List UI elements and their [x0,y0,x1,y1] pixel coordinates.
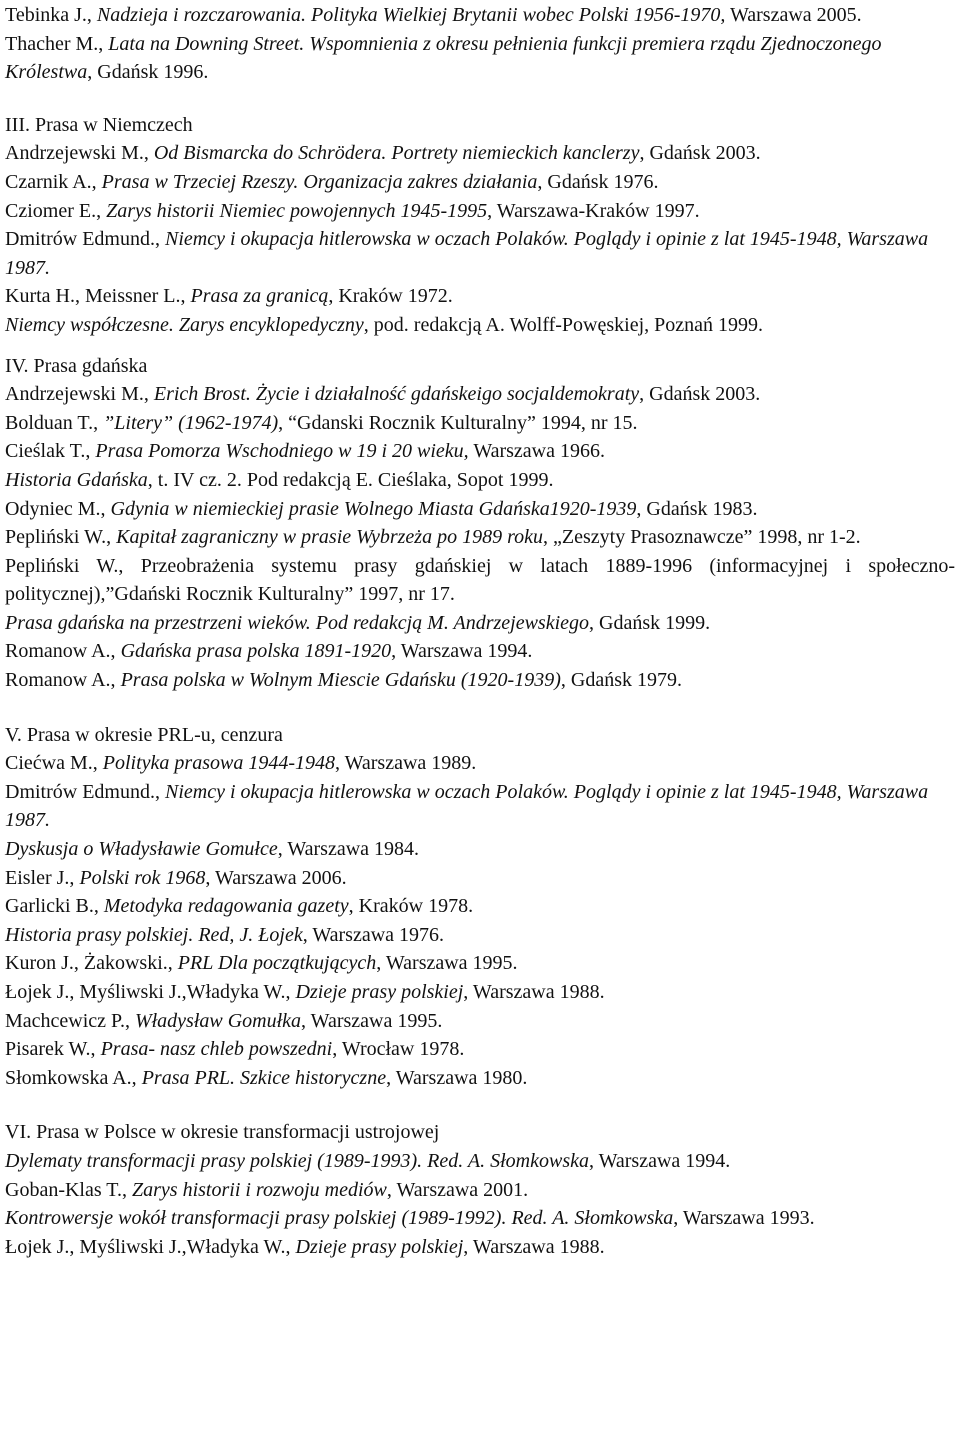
entry-text: , Warszawa 2001. [386,1178,529,1201]
entry-text: Warszawa 1966. [468,440,605,463]
entry-text: Pepliński W., Przeobrażenia systemu prasy gdańskiej w latach 1889-1996 (informacyjnej i społeczno-politycznej),”Gdański Rocznik Kulturalny” 1997, nr 17. [5,554,955,606]
bibliography-page [5,1,955,1261]
entry-text: , pod. redakcją A. Wolff-Powęskiej, Poznań 1999. [363,313,764,336]
bibliography-entry [5,552,955,609]
entry-text: Machcewicz P., [5,1009,135,1032]
bibliography-entry [5,1007,955,1036]
entry-text: , Gdańsk 2003. [639,142,761,165]
entry-text: Ciećwa M., [5,752,103,775]
entry-text: Pepliński W., [5,526,117,549]
bibliography-entry [5,609,955,638]
entry-title-text: Polityka prasowa 1944-1948 [102,752,335,775]
entry-title-text: Polski rok 1968 [79,866,206,889]
entry-text: , Warszawa 1976. [302,923,445,946]
entry-text: Odyniec M., [5,497,111,520]
entry-text: , Gdańsk 1983. [636,497,758,520]
bibliography-entry [5,1035,955,1064]
entry-text: , „Zeszyty Prasoznawcze” 1998, nr 1-2. [543,526,861,549]
entry-text: Kuron J., Żakowski., [5,952,178,975]
entry-text: Andrzejewski M., [5,383,154,406]
entry-text: , Warszawa 1984. [277,838,420,861]
entry-text: , Warszawa-Kraków 1997. [487,199,700,222]
entry-title-text: Kontrowersje wokół transformacji prasy polskiej (1989-1992). Red. A. Słomkowska [5,1207,674,1230]
entry-text: , Warszawa 1995. [301,1009,443,1032]
entry-text: , Gdańsk 1996. [87,61,209,84]
entry-text: , Kraków 1978. [348,895,474,918]
entry-title-text: Historia Gdańska [5,468,148,491]
entry-text: Bolduan T., [5,411,104,434]
entry-text: , Warszawa 2006. [205,866,347,889]
entry-text: , Warszawa 1995. [376,952,518,975]
entry-title-text: Nadzieja i rozczarowania. Polityka Wielkiej Brytanii wobec Polski 1956-1970, [96,4,726,26]
section-title: V. Prasa w okresie PRL-u, cenzura [5,723,283,746]
entry-title-text: Niemcy współczesne. Zarys encyklopedyczny [5,313,364,336]
bibliography-section [5,1118,955,1261]
bibliography-entry [5,30,955,87]
entry-text: Czarnik A., [5,170,102,193]
bibliography-entry [5,197,955,226]
entry-title-text: Dylematy transformacji prasy polskiej (1989-1993). Red. A. Słomkowska [5,1149,589,1172]
entry-title-text: Prasa PRL. Szkice historyczne [141,1066,387,1089]
entry-title-text: Prasa- nasz chleb powszedni [100,1038,333,1061]
bibliography-section [5,111,955,340]
entry-title-text: Prasa Pomorza Wschodniego w 19 i 20 wieku, [95,440,469,463]
entry-title-text: Dzieje prasy polskiej [295,981,464,1003]
bibliography-entry [5,637,955,666]
entry-text: Warszawa 2005. [725,4,862,26]
entry-title-text: Gdynia w niemieckiej prasie Wolnego Miasta Gdańska1920-1939 [110,497,637,520]
entry-text: , Warszawa 1989. [334,752,477,775]
bibliography-section [5,352,955,695]
entry-text: Cieślak T., [5,440,96,463]
bibliography-entry [5,523,955,552]
bibliography-entry [5,892,955,921]
entry-text: Thacher M., [5,32,109,55]
entry-text: , Warszawa 1988. [463,981,605,1003]
bibliography-entry [5,225,955,282]
entry-title-text: Niemcy i okupacja hitlerowska w oczach Polaków. Poglądy i opinie z lat 1945-1948, Warszawa 1987. [5,780,929,832]
entry-text: Tebinka J., [5,4,97,26]
entry-title-text: Dzieje prasy polskiej [295,1235,464,1258]
entry-text: Kurta H., Meissner L., [5,285,191,308]
entry-title-text: Historia prasy polskiej. Red, J. Łojek [5,923,303,946]
entry-title-text: Dyskusja o Władysławie Gomułce [5,838,278,861]
entry-text: Łojek J., Myśliwski J.,Władyka W., [5,1235,296,1258]
entry-title-text: Władysław Gomułka [134,1009,302,1032]
entry-title-text: Erich Brost. Życie i działalność gdańskeigo socjaldemokraty [153,383,640,406]
entry-text: , Warszawa 1994. [588,1149,731,1172]
entry-title-text: Zarys historii i rozwoju mediów [132,1178,387,1201]
bibliography-entry [5,437,955,466]
section-title: VI. Prasa w Polsce w okresie transformacji ustrojowej [5,1121,440,1144]
bibliography-entry [5,835,955,864]
bibliography-entry [5,139,955,168]
bibliography-entry [5,949,955,978]
entry-title-text: Niemcy i okupacja hitlerowska w oczach Polaków. Poglądy i opinie z lat 1945-1948, Warszawa 1987. [5,228,929,279]
bibliography-section [5,1,955,87]
bibliography-entry [5,495,955,524]
entry-title-text: Prasa gdańska na przestrzeni wieków. Pod redakcją M. Andrzejewskiego [5,611,590,634]
entry-text: , Gdańsk 1999. [589,611,711,634]
entry-text: Słomkowska A., [5,1066,142,1089]
bibliography-entry [5,1064,955,1093]
entry-text: Goban-Klas T., [5,1178,133,1201]
entry-text: Andrzejewski M., [5,142,154,165]
entry-title-text: Prasa w Trzeciej Rzeszy. Organizacja zakres działania [101,170,538,193]
section-title: IV. Prasa gdańska [5,354,148,377]
bibliography-entry [5,1176,955,1205]
bibliography-entry [5,409,955,438]
entry-text: Łojek J., Myśliwski J.,Władyka W., [5,981,296,1003]
entry-text: , Warszawa 1993. [673,1207,815,1230]
entry-text: , Gdańsk 1976. [537,170,659,193]
bibliography-entry [5,666,955,695]
entry-text: , “Gdanski Rocznik Kulturalny” 1994, nr 15. [278,411,638,434]
entry-text: Eisler J., [5,866,80,889]
entry-text: , Warszawa 1980. [386,1066,528,1089]
bibliography-entry [5,1,955,30]
entry-title-text: Od Bismarcka do Schrödera. Portrety niemieckich kanclerzy [153,142,640,165]
entry-text: Cziomer E., [5,199,107,222]
entry-title-text: Prasa za granicą [190,285,329,308]
bibliography-entry [5,921,955,950]
entry-text: , Wrocław 1978. [332,1038,465,1061]
bibliography-entry [5,466,955,495]
bibliography-entry [5,282,955,311]
bibliography-entry [5,978,955,1007]
bibliography-entry [5,380,955,409]
bibliography-entry [5,311,955,340]
entry-text: , Warszawa 1994. [391,640,533,663]
entry-text: Dmitrów Edmund., [5,228,165,251]
entry-text: Pisarek W., [5,1038,101,1061]
entry-title-text: PRL Dla początkujących [177,952,377,975]
entry-text: , Warszawa 1988. [463,1235,605,1258]
entry-title-text: ”Litery” (1962-1974) [103,411,279,434]
bibliography-section [5,721,955,1093]
entry-title-text: Lata na Downing Street. Wspomnienia z okresu pełnienia funkcji premiera rządu Zjednoczonego Królestwa [5,32,882,84]
entry-title-text: Gdańska prasa polska 1891-1920 [120,640,392,663]
bibliography-entry [5,168,955,197]
entry-text: Romanow A., [5,669,121,692]
bibliography-entry [5,1233,955,1262]
entry-text: , t. IV cz. 2. Pod redakcją E. Cieślaka, Sopot 1999. [147,468,554,491]
section-title: III. Prasa w Niemczech [5,113,193,136]
entry-title-text: Prasa polska w Wolnym Miescie Gdańsku (1920-1939) [120,669,561,692]
entry-title-text: Zarys historii Niemiec powojennych 1945-1995 [106,199,488,222]
entry-text: Romanow A., [5,640,121,663]
entry-title-text: Kapitał zagraniczny w prasie Wybrzeża po 1989 roku [116,526,543,549]
entry-text: , Kraków 1972. [328,285,453,308]
entry-text: Dmitrów Edmund., [5,780,165,803]
bibliography-entry [5,778,955,835]
bibliography-entry [5,1147,955,1176]
entry-text: , Gdańsk 2003. [639,383,761,406]
entry-title-text: Metodyka redagowania gazety [103,895,349,918]
entry-text: Garlicki B., [5,895,104,918]
bibliography-entry [5,1204,955,1233]
bibliography-entry [5,749,955,778]
bibliography-entry [5,864,955,893]
entry-text: , Gdańsk 1979. [560,669,682,692]
